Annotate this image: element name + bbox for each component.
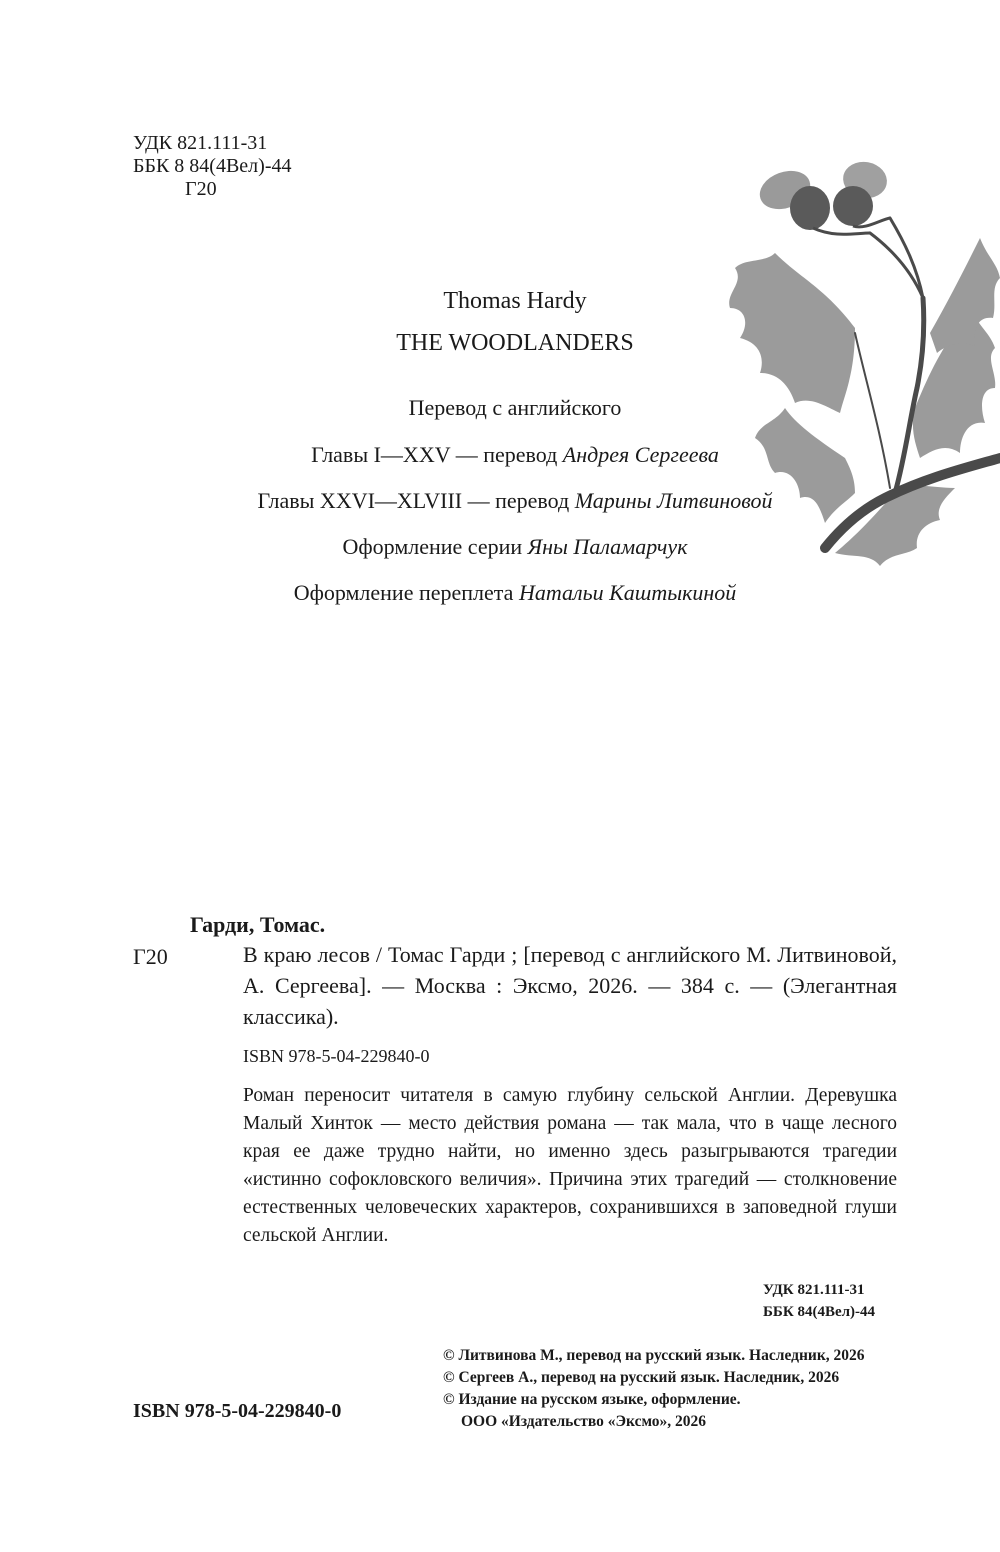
isbn-bottom: ISBN 978-5-04-229840-0 <box>133 1400 342 1422</box>
binding-design-credit <box>0 580 1000 606</box>
oak-branch-with-acorns-icon <box>705 158 1000 578</box>
copyright-line: ООО «Издательство «Эксмо», 2026 <box>461 1413 707 1430</box>
catalog-index: Г20 <box>133 944 168 969</box>
title-en: THE WOODLANDERS <box>396 330 634 356</box>
copyright-block <box>443 1345 865 1433</box>
binding-designer: Натальи Каштыкиной <box>518 580 737 605</box>
chapters-1-translator: Андрея Сергеева <box>562 442 719 467</box>
chapters-1-credit <box>0 442 1000 468</box>
catalog-isbn: ISBN 978-5-04-229840-0 <box>243 1046 430 1066</box>
series-designer: Яны Паламарчук <box>527 534 688 559</box>
classification-bottom <box>763 1279 875 1323</box>
series-design-credit <box>0 534 1000 560</box>
copyright-line: © Литвинова М., перевод на русский язык. Наследник, 2026 <box>443 1347 865 1364</box>
udk-code: УДК 821.111-31 <box>133 132 268 154</box>
bbk-code-bottom: ББК 84(4Вел)-44 <box>763 1304 876 1320</box>
chapters-1-label: Главы I—XXV — перевод <box>311 442 558 467</box>
author-en: Thomas Hardy <box>443 288 587 314</box>
udk-code-bottom: УДК 821.111-31 <box>763 1282 865 1298</box>
catalog-description: В краю лесов / Томас Гарди ; [перевод с английского М. Литвиновой, А. Сергеева]. — Москва : Эксмо, 2026. — 384 с. — (Элегантная классика). <box>243 942 897 1029</box>
catalog-author: Гарди, Томас. <box>190 912 326 937</box>
series-design-label: Оформление серии <box>342 534 523 559</box>
copyright-line: © Издание на русском языке, оформление. <box>443 1391 741 1408</box>
chapters-2-translator: Марины Литвиновой <box>574 488 773 513</box>
translation-note: Перевод с английского <box>408 395 622 420</box>
binding-design-label: Оформление переплета <box>293 580 514 605</box>
chapters-2-label: Главы XXVI—XLVIII — перевод <box>257 488 570 513</box>
author-index: Г20 <box>185 178 217 200</box>
annotation: Роман переносит читателя в самую глубину сельской Англии. Деревушка Малый Хинток — место действия романа — так мала, что в чаще лесного края ее даже трудно найти, но именно здесь разыгрываются трагедии «истинно софокловского величия». Причина этих трагедий — столкновение естественных человеческих характеров, сохранившихся в заповедной глуши сельской Англии. <box>243 1085 897 1246</box>
classification-top <box>133 132 292 201</box>
chapters-2-credit <box>0 488 1000 514</box>
bbk-code: ББК 8 84(4Вел)-44 <box>133 155 292 177</box>
copyright-line: © Сергеев А., перевод на русский язык. Наследник, 2026 <box>443 1369 840 1386</box>
